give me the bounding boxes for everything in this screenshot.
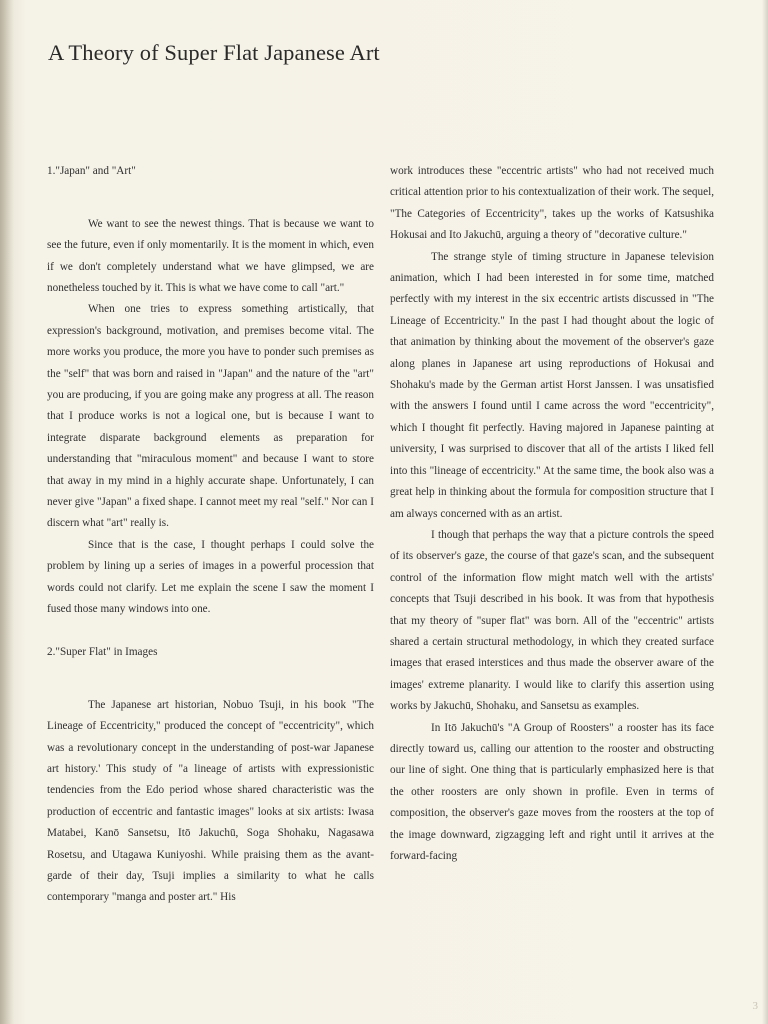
page-number: 3 bbox=[752, 1000, 758, 1012]
paragraph: When one tries to express something artistically, that expression's background, motivation, and premises become vital. The more works you produce, the more you have to ponder such premises as the "self" that was born and raised in "Japan" and the nature of the "art" you are producing, if you are going make any progress at all. The reason that I produce works is not a logical one, but is because I want to integrate disparate background elements as preparation for understanding that "miraculous moment" and because I want to store that away in my mind in a highly accurate shape. Unfortunately, I can never give "Japan" a fixed shape. I cannot meet my real "self." Nor can I discern what "art" really is. bbox=[47, 303, 374, 530]
paragraph: work introduces these "eccentric artists" who had not received much critical attention prior to his contextualization of their work. The sequel, "The Categories of Eccentricity", takes up the works of Katsushika Hokusai and Ito Jakuchū, arguing a theory of "decorative culture." bbox=[390, 165, 714, 242]
paragraph: We want to see the newest things. That is because we want to see the future, even if only momentarily. It is the moment in which, even if we don't completely understand what we have glimpsed, we are nonetheless touched by it. This is what we have come to call "art." bbox=[47, 217, 374, 295]
right-column bbox=[390, 161, 714, 867]
spine-shadow bbox=[0, 0, 14, 1024]
spacer bbox=[47, 204, 374, 214]
page-title: A Theory of Super Flat Japanese Art bbox=[48, 40, 380, 65]
spacer bbox=[47, 182, 374, 203]
section-heading-japan-art: 1."Japan" and "Art" bbox=[47, 165, 136, 177]
paragraph: In Itō Jakuchū's "A Group of Roosters" a rooster has its face directly toward us, calling our attention to the rooster and obstructing our line of sight. One thing that is particularly emphasized here is that the other roosters are only shown in profile. Even in terms of composition, the observer's gaze moves from the roosters at the top of the image downward, zigzagging left and right until it arrives at the forward-facing bbox=[390, 721, 714, 862]
paragraph: The Japanese art historian, Nobuo Tsuji, in his book "The Lineage of Eccentricity," produced the concept of "eccentricity", which was a revolutionary concept in the understanding of post-war Japanese art history.' This study of "a lineage of artists with expressionistic tendencies from the Edo period whose shared characteristic was the production of eccentric and fantastic images" looks at six artists: Iwasa Matabei, Kanō Sansetsu, Itō Jakuchū, Soga Shohaku, Nagasawa Rosetsu, and Utagawa Kuniyoshi. While praising them as the avant-garde of their day, Tsuji implies a similarity to what he calls contemporary "manga and poster art." His bbox=[47, 698, 374, 904]
spacer bbox=[47, 621, 374, 642]
left-column bbox=[47, 161, 374, 909]
paragraph: Since that is the case, I thought perhaps I could solve the problem by lining up a series of images in a powerful procession that words could not clarify. Let me explain the scene I saw the moment I fused those many windows into one. bbox=[47, 538, 374, 616]
paragraph: I though that perhaps the way that a picture controls the speed of its observer's gaze, the course of that gaze's scan, and the subsequent control of the information flow might match well with the artists' concepts that Tsuji described in his book. It was from that hypothesis that my theory of "super flat" was born. All of the "eccentric" artists shared a certain structural methodology, in which they created surface images that erased interstices and thus made the observer aware of the images' extreme planarity. I would like to clarify this assertion using works by Jakuchū, Shohaku, and Sansetsu as examples. bbox=[390, 528, 714, 713]
spacer bbox=[47, 663, 374, 684]
paragraph: The strange style of timing structure in Japanese television animation, which I had been interested in for some time, matched perfectly with my interest in the six eccentric artists discussed in "The Lineage of Eccentricity." In the past I had thought about the logic of that animation by thinking about the movement of the observer's gaze along planes in Japanese art using reproductions of Hokusai and Shohaku's made by the German artist Horst Janssen. I was unsatisfied with the answers I found until I came across the word "eccentricity", which I thought fit perfectly. Having majored in Japanese painting at university, I was surprised to discover that all of the artists I liked fell into this "lineage of eccentricity." At the same time, the book also was a great help in thinking about the formula for composition structure that I am always concerned with as an artist. bbox=[390, 250, 714, 520]
page-edge bbox=[762, 0, 768, 1024]
section-heading-super-flat: 2."Super Flat" in Images bbox=[47, 645, 158, 658]
spacer bbox=[47, 685, 374, 695]
